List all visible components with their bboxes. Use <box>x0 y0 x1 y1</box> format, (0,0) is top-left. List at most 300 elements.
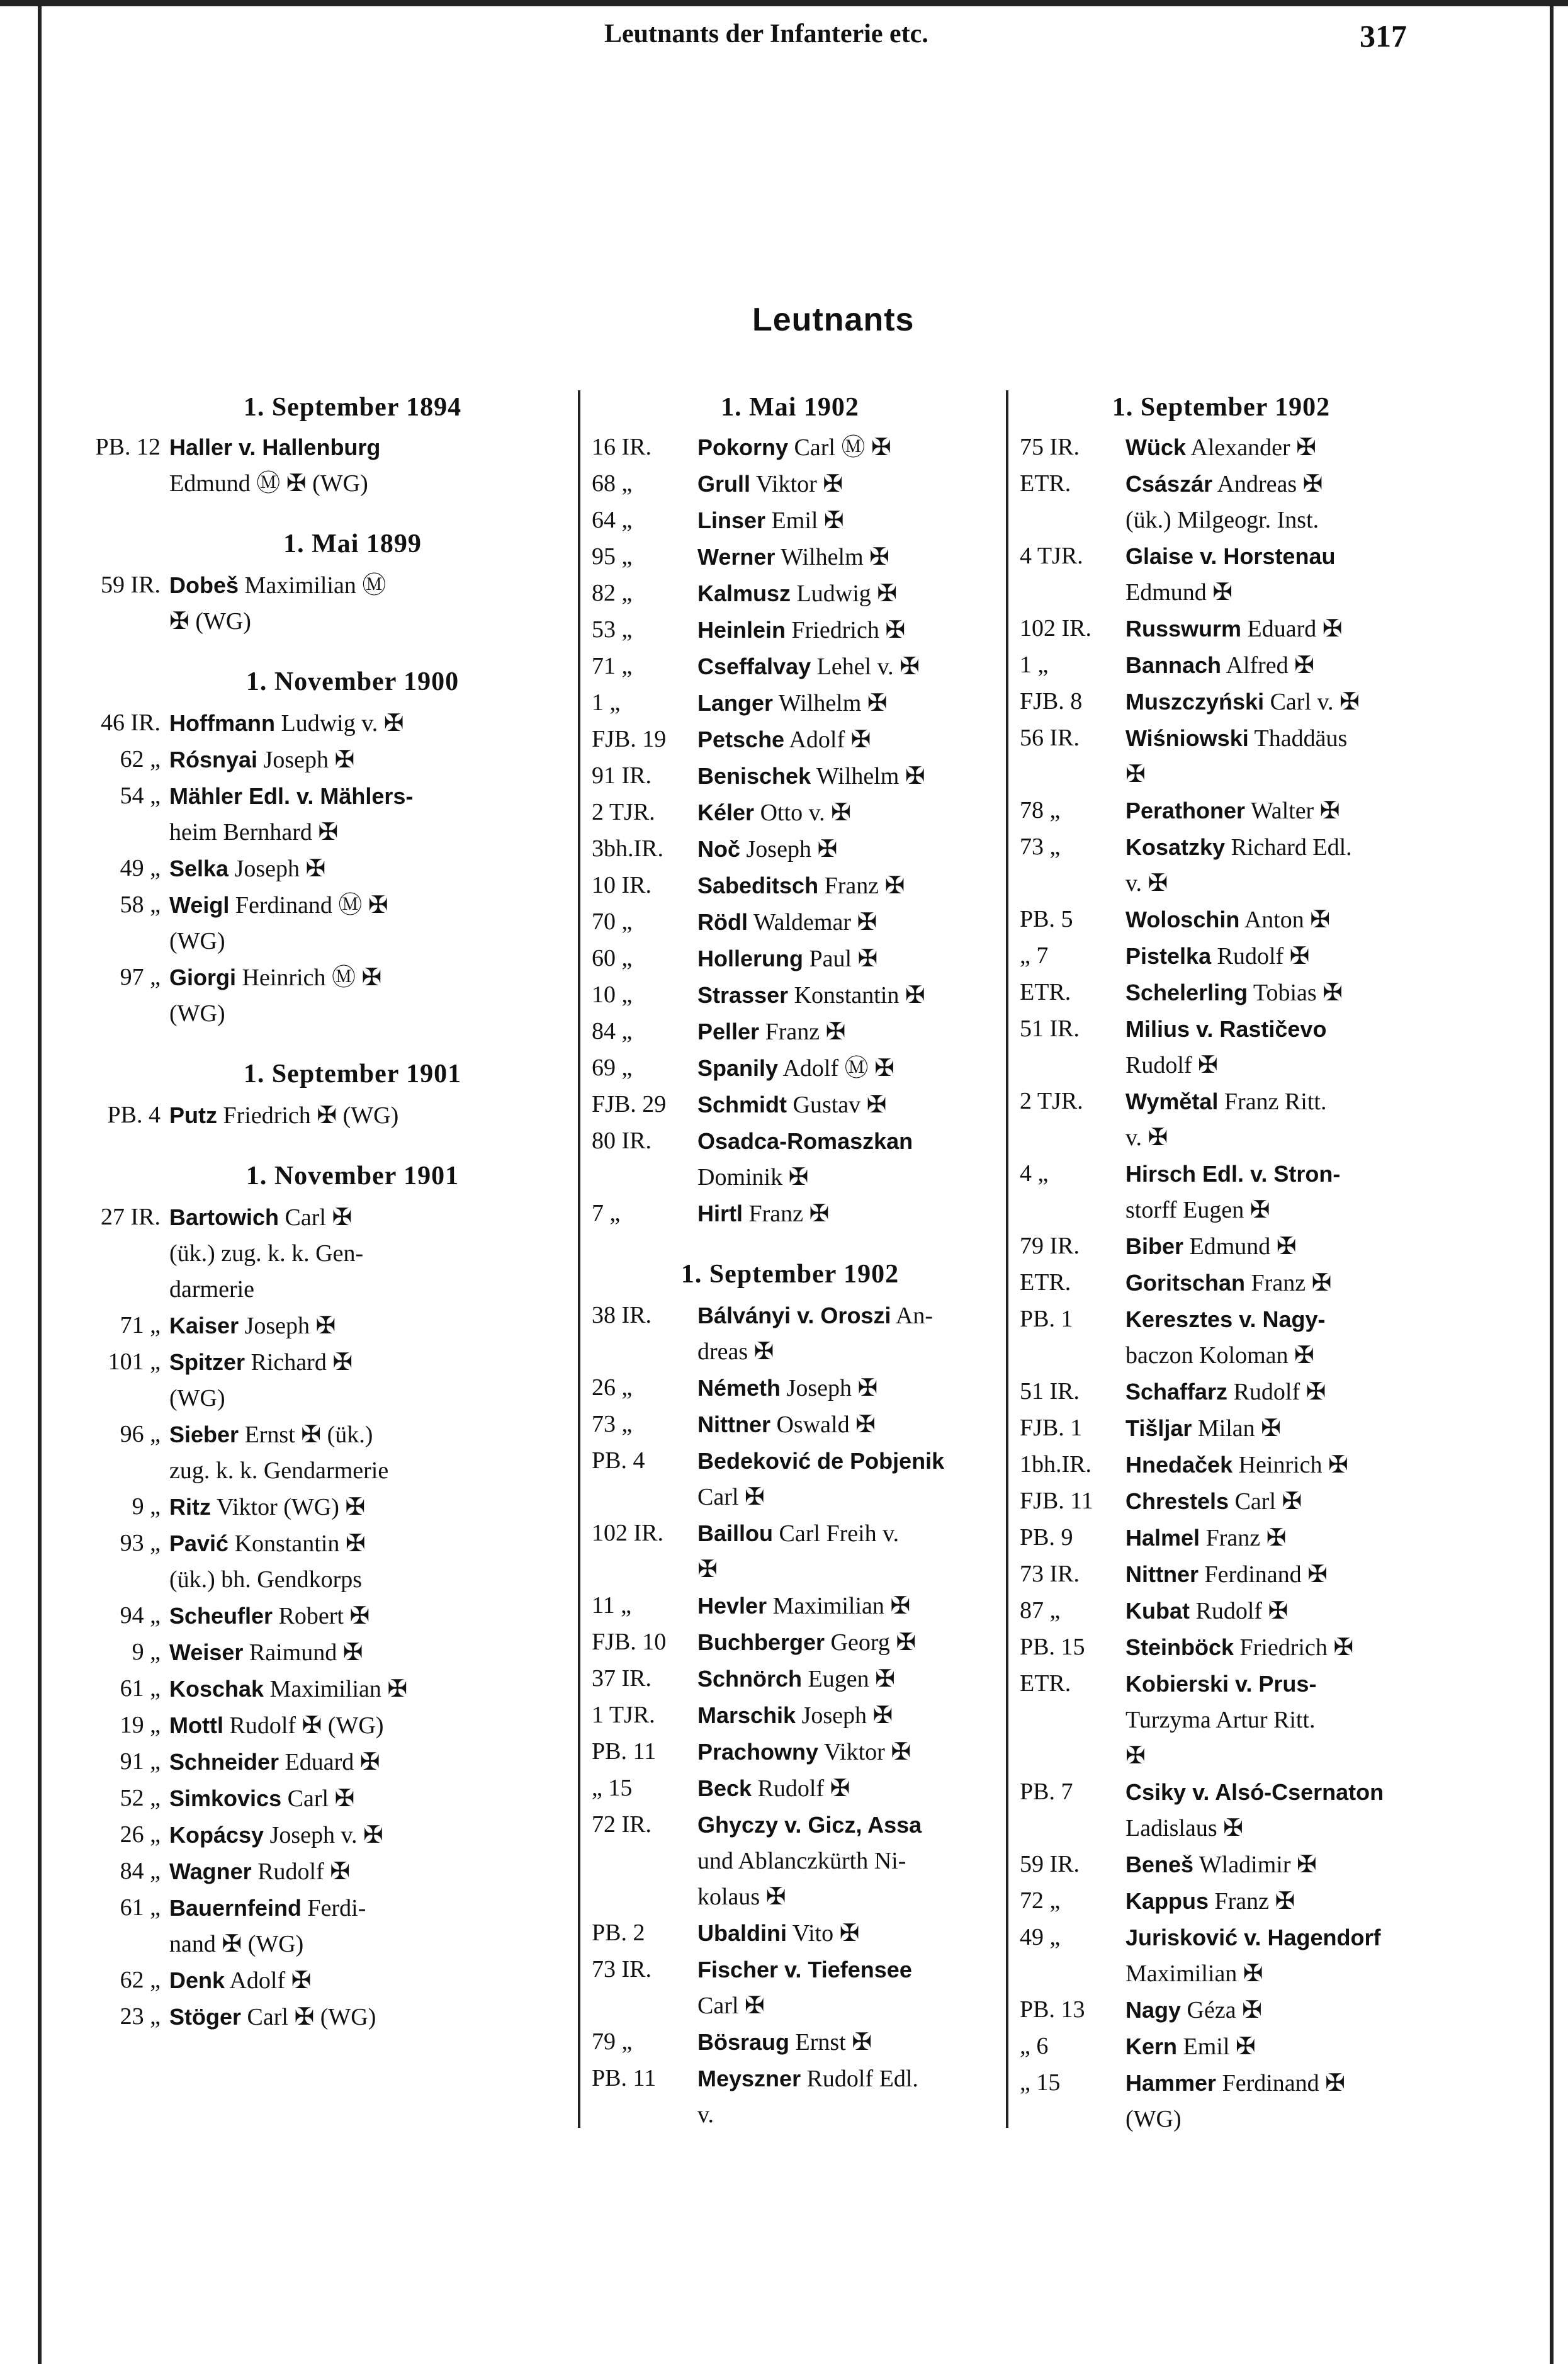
entry-text <box>1125 1593 1423 1629</box>
entry-text <box>169 567 554 640</box>
roster-entry <box>120 851 554 887</box>
roster-entry <box>120 1707 554 1744</box>
officer-surname: Kern <box>1125 2033 1178 2059</box>
unit-prefix: 78 „ <box>1020 797 1061 823</box>
officer-given-name: Franz Ritt. <box>1224 1089 1327 1115</box>
officer-surname: Stöger <box>169 2004 242 2030</box>
roster-entry <box>101 567 554 640</box>
officer-surname: Kéler <box>697 800 755 825</box>
entry-text <box>169 1890 554 1962</box>
officer-given-name: Joseph ✠ <box>244 1313 336 1339</box>
officer-surname: Pavić <box>169 1530 229 1556</box>
entry-text <box>1125 829 1423 902</box>
right-border <box>1550 0 1554 2364</box>
officer-given-name: Joseph v. ✠ <box>269 1822 383 1848</box>
unit-prefix: 52 „ <box>120 1785 161 1811</box>
entry-continuation: und Ablanczkürth Ni- <box>697 1848 906 1874</box>
entry-continuation: (ük.) Milgeogr. Inst. <box>1125 507 1319 533</box>
entry-text <box>697 1734 988 1770</box>
entry-continuation: Carl ✠ <box>697 1484 765 1510</box>
entry-text <box>1125 1666 1423 1774</box>
roster-entry <box>1020 684 1423 720</box>
officer-surname: Mottl <box>169 1712 223 1738</box>
officer-surname: Császár <box>1125 471 1213 497</box>
entry-continuation: Carl ✠ <box>697 1993 765 2019</box>
officer-surname: Fischer v. Tiefensee <box>697 1957 912 1982</box>
entry-text <box>1125 684 1423 720</box>
page-number: 317 <box>1360 18 1407 54</box>
roster-entry <box>1020 1447 1423 1483</box>
entry-continuation: ✠ <box>1125 1743 1146 1769</box>
unit-prefix: 96 „ <box>120 1421 161 1447</box>
entry-text <box>697 2024 988 2061</box>
officer-surname: Hollerung <box>697 946 803 971</box>
unit-prefix: ETR. <box>1020 1670 1071 1697</box>
roster-entry <box>1020 1083 1423 1156</box>
entry-continuation: Dominik ✠ <box>697 1164 809 1190</box>
entry-text <box>697 977 988 1014</box>
entry-text <box>169 851 554 887</box>
unit-prefix: 80 IR. <box>592 1128 651 1154</box>
entry-text <box>1125 1374 1423 1410</box>
unit-prefix: 1 TJR. <box>592 1702 655 1728</box>
entry-text <box>169 1707 554 1744</box>
officer-given-name: Carl v. ✠ <box>1270 689 1360 715</box>
roster-entry <box>1020 1629 1423 1666</box>
roster-entry <box>1020 1774 1423 1847</box>
entry-text <box>169 1525 554 1598</box>
entry-continuation: (WG) <box>169 1385 225 1411</box>
entry-text <box>169 1744 554 1780</box>
officer-given-name: Georg ✠ <box>830 1629 917 1656</box>
entry-text <box>169 1962 554 1999</box>
entry-continuation: ✠ (WG) <box>169 608 251 635</box>
column-separator <box>1006 390 1008 2128</box>
officer-given-name: Edmund ✠ <box>1189 1233 1297 1260</box>
entry-text <box>169 959 554 1032</box>
promotion-date-heading: 1. September 1894 <box>243 393 462 422</box>
roster-entry <box>120 959 554 1032</box>
officer-given-name: Viktor ✠ <box>823 1739 911 1765</box>
running-title: Leutnants der Infanterie etc. <box>604 20 928 48</box>
entry-text <box>697 1123 988 1196</box>
officer-surname: Halmel <box>1125 1525 1200 1551</box>
officer-surname: Kosatzky <box>1125 834 1226 860</box>
officer-given-name: Otto v. ✠ <box>760 800 851 826</box>
entry-text <box>169 887 554 959</box>
officer-surname: Schaffarz <box>1125 1379 1228 1405</box>
entry-text <box>697 1443 988 1515</box>
unit-prefix: 62 „ <box>120 746 161 772</box>
roster-entry <box>1020 1011 1423 1083</box>
unit-prefix: PB. 15 <box>1020 1634 1085 1660</box>
officer-surname: Sieber <box>169 1422 239 1447</box>
roster-entry <box>592 1770 988 1807</box>
roster-entry <box>1020 1847 1423 1883</box>
roster-entry <box>592 1014 988 1050</box>
officer-given-name: Richard ✠ <box>251 1349 353 1376</box>
roster-entry <box>592 1952 988 2024</box>
entry-text <box>169 1671 554 1707</box>
entry-text <box>169 1199 554 1308</box>
roster-entry <box>1020 1410 1423 1447</box>
unit-prefix: 51 IR. <box>1020 1378 1080 1405</box>
officer-surname: Haller v. Hallenburg <box>169 434 381 460</box>
unit-prefix: 37 IR. <box>592 1665 651 1692</box>
roster-entry <box>1020 1883 1423 1920</box>
officer-given-name: Heinrich Ⓜ ✠ <box>242 964 382 991</box>
officer-surname: Osadca-Romaszkan <box>697 1128 913 1154</box>
unit-prefix: 26 „ <box>592 1374 633 1401</box>
officer-surname: Wagner <box>169 1858 252 1884</box>
officer-given-name: Carl Ⓜ ✠ <box>794 434 891 461</box>
promotion-date-heading: 1. Mai 1902 <box>721 393 859 422</box>
officer-given-name: Robert ✠ <box>278 1603 370 1629</box>
officer-surname: Sabeditsch <box>697 873 819 898</box>
officer-surname: Dobeš <box>169 572 239 598</box>
roster-entry <box>120 1780 554 1817</box>
entry-text <box>1125 1774 1423 1847</box>
officer-surname: Tišljar <box>1125 1415 1192 1441</box>
unit-prefix: PB. 12 <box>95 434 161 460</box>
unit-prefix: ETR. <box>1020 1269 1071 1296</box>
officer-given-name: Ferdinand ✠ <box>1204 1561 1328 1588</box>
officer-surname: Kappus <box>1125 1888 1209 1914</box>
entry-text <box>1125 1992 1423 2028</box>
officer-given-name: Ferdinand Ⓜ ✠ <box>235 892 388 919</box>
officer-surname: Russwurm <box>1125 616 1242 642</box>
roster-entry <box>1020 793 1423 829</box>
officer-given-name: Franz ✠ <box>1205 1525 1287 1551</box>
unit-prefix: PB. 2 <box>592 1920 645 1946</box>
roster-entry <box>1020 1374 1423 1410</box>
entry-continuation: Ladislaus ✠ <box>1125 1815 1243 1841</box>
unit-prefix: 54 „ <box>120 783 161 809</box>
officer-surname: Bannach <box>1125 652 1222 678</box>
entry-text <box>169 1308 554 1344</box>
entry-text <box>1125 1083 1423 1156</box>
officer-given-name: Anton ✠ <box>1244 907 1331 933</box>
roster-entry <box>1020 1593 1423 1629</box>
officer-given-name: Viktor (WG) ✠ <box>216 1494 366 1520</box>
officer-given-name: Wilhelm ✠ <box>781 544 889 570</box>
entry-text <box>697 758 988 795</box>
officer-surname: Meyszner <box>697 2066 801 2091</box>
roster-entry <box>132 1634 554 1671</box>
unit-prefix: 59 IR. <box>1020 1851 1080 1877</box>
roster-entry <box>592 575 988 612</box>
promotion-date-heading: 1. November 1900 <box>245 667 460 696</box>
officer-surname: Hoffmann <box>169 710 275 736</box>
entry-text <box>169 705 554 742</box>
officer-surname: Spitzer <box>169 1349 245 1375</box>
officer-surname: Nittner <box>1125 1561 1199 1587</box>
roster-entry <box>120 1817 554 1853</box>
officer-given-name: Maximilian Ⓜ <box>244 572 386 599</box>
section-gap <box>151 502 554 521</box>
entry-text <box>697 795 988 831</box>
entry-text <box>697 575 988 612</box>
unit-prefix: 71 „ <box>120 1312 161 1338</box>
officer-given-name: Adolf ✠ <box>229 1967 312 1994</box>
officer-given-name: Franz ✠ <box>824 873 905 899</box>
officer-surname: Schmidt <box>697 1092 787 1117</box>
officer-given-name: Joseph ✠ <box>746 836 838 862</box>
entry-continuation: darmerie <box>169 1276 255 1303</box>
roster-entry <box>1020 611 1423 647</box>
unit-prefix: 23 „ <box>120 2003 161 2030</box>
entry-continuation: baczon Koloman ✠ <box>1125 1342 1314 1369</box>
roster-entry <box>1020 2028 1423 2065</box>
officer-surname: Wück <box>1125 434 1187 460</box>
officer-surname: Schelerling <box>1125 980 1248 1005</box>
roster-entry <box>592 1196 988 1232</box>
officer-given-name: Konstantin ✠ <box>234 1530 366 1557</box>
officer-surname: Chrestels <box>1125 1488 1229 1514</box>
entry-continuation: Edmund ✠ <box>1125 579 1233 606</box>
officer-surname: Beneš <box>1125 1852 1194 1877</box>
roster-entry <box>592 1624 988 1661</box>
entry-text <box>1125 793 1423 829</box>
unit-prefix: 79 IR. <box>1020 1233 1080 1259</box>
roster-entry <box>1020 647 1423 684</box>
officer-surname: Ubaldini <box>697 1920 787 1946</box>
unit-prefix: 9 „ <box>132 1493 161 1520</box>
officer-given-name: Joseph ✠ <box>234 856 326 882</box>
unit-prefix: 60 „ <box>592 945 633 971</box>
officer-surname: Petsche <box>697 727 785 752</box>
officer-surname: Werner <box>697 544 776 570</box>
unit-prefix: 69 „ <box>592 1055 633 1081</box>
entry-text <box>697 904 988 941</box>
entry-text <box>697 1087 988 1123</box>
unit-prefix: 61 „ <box>120 1894 161 1921</box>
unit-prefix: 27 IR. <box>101 1204 161 1230</box>
entry-continuation: (WG) <box>1125 2106 1182 2132</box>
unit-prefix: 87 „ <box>1020 1597 1061 1624</box>
unit-prefix: 73 IR. <box>592 1956 651 1982</box>
officer-given-name: Ferdinand ✠ <box>1222 2070 1345 2096</box>
entry-text <box>1125 466 1423 538</box>
unit-prefix: „ 15 <box>592 1775 633 1801</box>
roster-entry <box>120 1598 554 1634</box>
unit-prefix: „ 15 <box>1020 2069 1061 2096</box>
column-2 <box>592 385 988 2133</box>
roster-entry <box>592 1661 988 1697</box>
entry-continuation: kolaus ✠ <box>697 1884 786 1910</box>
roster-entry <box>592 1298 988 1370</box>
entry-text <box>697 1196 988 1232</box>
unit-prefix: 75 IR. <box>1020 434 1080 460</box>
unit-prefix: 95 „ <box>592 543 633 570</box>
entry-text <box>169 778 554 851</box>
unit-prefix: FJB. 11 <box>1020 1488 1093 1514</box>
unit-prefix: 3bh.IR. <box>592 835 663 862</box>
unit-prefix: PB. 9 <box>1020 1524 1073 1551</box>
entry-continuation: Maximilian ✠ <box>1125 1960 1263 1987</box>
unit-prefix: 72 IR. <box>592 1811 651 1838</box>
unit-prefix: FJB. 8 <box>1020 688 1083 715</box>
officer-surname: Scheufler <box>169 1603 273 1629</box>
roster-entry <box>120 1671 554 1707</box>
officer-given-name: Wilhelm ✠ <box>778 690 888 716</box>
officer-surname: Jurisković v. Hagendorf <box>1125 1925 1381 1950</box>
roster-entry <box>592 2024 988 2061</box>
officer-surname: Hirsch Edl. v. Stron- <box>1125 1161 1341 1187</box>
roster-entry <box>592 685 988 721</box>
roster-entry <box>592 721 988 758</box>
officer-given-name: Joseph ✠ <box>786 1375 878 1401</box>
unit-prefix: FJB. 1 <box>1020 1415 1083 1441</box>
roster-entry <box>592 429 988 466</box>
officer-surname: Bálványi v. Oroszi <box>697 1303 891 1328</box>
roster-entry <box>120 778 554 851</box>
roster-entry <box>120 1999 554 2035</box>
entry-text <box>697 466 988 502</box>
unit-prefix: ETR. <box>1020 979 1071 1005</box>
section-gap <box>592 1232 988 1251</box>
unit-prefix: 82 „ <box>592 580 633 606</box>
roster-entry <box>592 1050 988 1087</box>
column-1 <box>95 385 554 2035</box>
officer-surname: Putz <box>169 1102 217 1128</box>
entry-text <box>697 1697 988 1734</box>
officer-surname: Perathoner <box>1125 798 1246 823</box>
officer-given-name: Walter ✠ <box>1250 798 1340 824</box>
officer-given-name: Rudolf ✠ <box>257 1858 351 1885</box>
officer-given-name: Waldemar ✠ <box>753 909 877 936</box>
officer-given-name: Carl Freih v. <box>779 1520 900 1547</box>
entry-text <box>697 1915 988 1952</box>
entry-continuation: Turzyma Artur Ritt. <box>1125 1707 1316 1733</box>
entry-text <box>697 1770 988 1807</box>
officer-given-name: Lehel v. ✠ <box>816 653 920 680</box>
unit-prefix: 97 „ <box>120 964 161 990</box>
unit-prefix: PB. 4 <box>592 1447 645 1474</box>
officer-surname: Peller <box>697 1019 760 1044</box>
officer-given-name: Franz ✠ <box>765 1019 846 1045</box>
promotion-date-heading: 1. September 1902 <box>1112 393 1331 422</box>
officer-surname: Heinlein <box>697 617 786 643</box>
roster-entry <box>101 705 554 742</box>
unit-prefix: 10 IR. <box>592 872 651 898</box>
officer-surname: Bösraug <box>697 2029 790 2055</box>
entry-text <box>697 721 988 758</box>
entry-text <box>697 1298 988 1370</box>
entry-text <box>1125 975 1423 1011</box>
entry-text <box>697 539 988 575</box>
promotion-date-heading: 1. September 1901 <box>243 1060 462 1089</box>
promotion-date-heading: 1. Mai 1899 <box>283 529 422 558</box>
officer-surname: Kaiser <box>169 1313 239 1338</box>
promotion-date-heading: 1. September 1902 <box>680 1260 900 1289</box>
entry-text <box>697 2061 988 2133</box>
officer-surname: Milius v. Rastičevo <box>1125 1016 1327 1042</box>
entry-continuation: dreas ✠ <box>697 1338 774 1365</box>
entry-continuation: (WG) <box>169 928 225 954</box>
roster-entry <box>120 1853 554 1890</box>
entry-text <box>169 1780 554 1817</box>
officer-given-name: Rudolf Edl. <box>806 2066 918 2092</box>
officer-surname: Bedeković de Pobjenik <box>697 1448 945 1474</box>
roster-entry <box>1020 466 1423 538</box>
officer-surname: Weiser <box>169 1639 244 1665</box>
roster-entry <box>1020 1992 1423 2028</box>
promotion-date-heading: 1. November 1901 <box>245 1162 460 1190</box>
unit-prefix: 4 „ <box>1020 1160 1049 1187</box>
roster-entry <box>107 1097 554 1134</box>
officer-given-name: Emil ✠ <box>771 507 844 534</box>
entry-continuation: (WG) <box>169 1000 225 1027</box>
entry-text <box>169 1999 554 2035</box>
officer-surname: Steinböck <box>1125 1634 1234 1660</box>
unit-prefix: 1 „ <box>1020 652 1049 678</box>
roster-entry <box>120 1890 554 1962</box>
officer-given-name: Richard Edl. <box>1231 834 1352 861</box>
unit-prefix: „ 7 <box>1020 942 1049 969</box>
officer-given-name: Franz ✠ <box>748 1201 830 1227</box>
roster-entry <box>592 758 988 795</box>
officer-given-name: Friedrich ✠ (WG) <box>223 1102 399 1129</box>
officer-given-name: Heinrich ✠ <box>1238 1452 1348 1478</box>
officer-given-name: Maximilian ✠ <box>772 1593 911 1619</box>
officer-given-name: Géza ✠ <box>1187 1997 1262 2023</box>
unit-prefix: 9 „ <box>132 1639 161 1665</box>
officer-surname: Bauernfeind <box>169 1895 302 1921</box>
officer-surname: Schneider <box>169 1749 279 1775</box>
roster-entry <box>1020 1520 1423 1556</box>
column-3 <box>1020 385 1423 2137</box>
roster-entry <box>1020 1556 1423 1593</box>
officer-surname: Ritz <box>169 1494 211 1520</box>
entry-text <box>697 941 988 977</box>
roster-entry <box>1020 538 1423 611</box>
officer-given-name: Alfred ✠ <box>1226 652 1314 679</box>
roster-entry <box>120 1308 554 1344</box>
entry-text <box>1125 2028 1423 2065</box>
officer-surname: Selka <box>169 856 229 881</box>
unit-prefix: 38 IR. <box>592 1302 651 1328</box>
roster-entry <box>108 1344 554 1417</box>
unit-prefix: 73 „ <box>592 1411 633 1437</box>
unit-prefix: PB. 13 <box>1020 1996 1085 2023</box>
roster-entry <box>592 1515 988 1588</box>
officer-given-name: Oswald ✠ <box>776 1411 876 1438</box>
officer-given-name: Milan ✠ <box>1197 1415 1282 1442</box>
officer-given-name: Gustav ✠ <box>792 1092 887 1118</box>
entry-text <box>169 1817 554 1853</box>
entry-text <box>697 1050 988 1087</box>
officer-given-name: Carl ✠ <box>287 1785 355 1812</box>
officer-surname: Simkovics <box>169 1785 282 1811</box>
unit-prefix: 26 „ <box>120 1821 161 1848</box>
unit-prefix: 58 „ <box>120 891 161 918</box>
officer-given-name: Carl ✠ <box>1234 1488 1302 1515</box>
officer-given-name: An- <box>895 1303 933 1329</box>
roster-entry <box>1020 938 1423 975</box>
officer-given-name: Ludwig ✠ <box>796 580 898 607</box>
entry-text <box>169 1417 554 1489</box>
roster-entry <box>1020 429 1423 466</box>
entry-text <box>697 1624 988 1661</box>
officer-surname: Noč <box>697 836 741 862</box>
entry-text <box>697 429 988 466</box>
roster-entry <box>1020 720 1423 793</box>
entry-continuation: (ük.) zug. k. k. Gen- <box>169 1240 364 1267</box>
unit-prefix: 53 „ <box>592 616 633 643</box>
entry-continuation: heim Bernhard ✠ <box>169 819 339 845</box>
unit-prefix: 1bh.IR. <box>1020 1451 1091 1478</box>
